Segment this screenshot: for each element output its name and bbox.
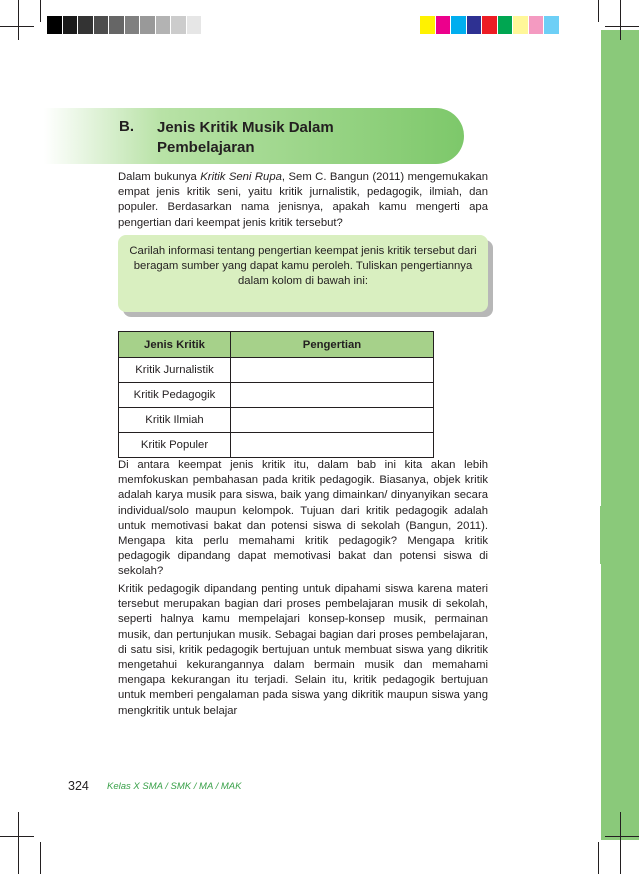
- crop-mark: [18, 0, 19, 40]
- row-definition-cell[interactable]: [231, 433, 434, 458]
- color-swatch: [94, 16, 110, 34]
- intro-text-after: , Sem C. Bangun (2011) mengemukakan empat jenis kritik seni, yaitu kritik jurnalistik, pedagogik, ilmiah, dan populer. Berdasarkan nama jenisnya, apakah kamu mengerti apa pengertian dari keempat jenis kritik tersebut?: [118, 171, 488, 229]
- crop-mark: [620, 812, 621, 874]
- section-title-line-2: Pembelajaran: [157, 139, 255, 156]
- paragraph-pedagogik-importance: Kritik pedagogik dipandang penting untuk dipahami siswa karena materi tersebut merupakan bagian dari proses pembelajaran musik di sekolah, seperti halnya kamu mempelajari konsep-konsep musik, permainan musik, dan pertunjukan musik. Sebagai bagian dari proses pembelajaran, di satu sisi, kritik pedagogik bertujuan untuk membuat siswa yang dikritik mengetahui kekurangannya dalam bermain musik dan memahami mengapa kekurangan itu terjadi. Selain itu, kritik pedagogik bertujuan untuk memberi pengalaman pada siswa yang dikritik maupun siswa yang mengkritik untuk belajar: [118, 583, 488, 717]
- color-swatch: [47, 16, 63, 34]
- table-header-row: [119, 332, 434, 358]
- crop-mark: [0, 26, 34, 27]
- page-edge-green-band: [601, 30, 639, 840]
- crop-mark: [620, 0, 621, 40]
- color-swatch: [544, 16, 560, 34]
- crop-mark: [598, 842, 599, 874]
- color-swatch: [482, 16, 498, 34]
- section-letter: B.: [119, 118, 134, 135]
- crop-mark: [605, 26, 639, 27]
- intro-paragraph: [118, 170, 488, 231]
- section-title-line-1: Jenis Kritik Musik Dalam: [157, 119, 334, 136]
- color-swatch: [78, 16, 94, 34]
- color-swatch: [63, 16, 79, 34]
- table-row: [119, 383, 434, 408]
- section-title: [157, 118, 417, 158]
- color-swatch: [436, 16, 452, 34]
- crop-mark: [18, 812, 19, 874]
- color-swatch: [187, 16, 203, 34]
- table-row: [119, 433, 434, 458]
- row-definition-cell[interactable]: [231, 408, 434, 433]
- page-number: 324: [68, 779, 89, 793]
- row-definition-cell[interactable]: [231, 358, 434, 383]
- book-title-italic: Kritik Seni Rupa: [200, 171, 282, 183]
- intro-text-before: Dalam bukunya: [118, 171, 201, 183]
- color-swatch: [171, 16, 187, 34]
- row-name: Kritik Jurnalistik: [119, 358, 231, 383]
- color-swatch: [420, 16, 436, 34]
- row-definition-cell[interactable]: [231, 383, 434, 408]
- header-jenis-kritik: Jenis Kritik: [119, 332, 231, 358]
- table-row: [119, 358, 434, 383]
- table-row: [119, 408, 434, 433]
- paragraph-pedagogik-focus: Di antara keempat jenis kritik itu, dalam bab ini kita akan lebih memfokuskan pembahasan pada kritik pedagogik. Biasanya, objek kritik adalah karya musik para siswa, baik yang dimainkan/ dinyanyikan secara individual/solo maupun kelompok. Tujuan dari kritik pedagogik adalah untuk memotivasi bakat dan potensi siswa di sekolah (Bangun, 2011). Mengapa kita perlu memahami kritik pedagogik? Mengapa kritik pedagogik dipandang dapat memotivasi bakat dan potensi siswa di sekolah?: [118, 459, 488, 578]
- color-swatch: [513, 16, 529, 34]
- crop-mark: [40, 0, 41, 22]
- color-swatch: [125, 16, 141, 34]
- header-pengertian: Pengertian: [231, 332, 434, 358]
- color-swatch: [156, 16, 172, 34]
- row-name: Kritik Ilmiah: [119, 408, 231, 433]
- book-footer-title: Kelas X SMA / SMK / MA / MAK: [107, 781, 242, 792]
- color-swatch: [140, 16, 156, 34]
- color-swatch: [109, 16, 125, 34]
- grayscale-color-bar: [47, 16, 218, 34]
- color-swatch: [498, 16, 514, 34]
- row-name: Kritik Pedagogik: [119, 383, 231, 408]
- chapter-side-tab: [600, 506, 618, 564]
- crop-mark: [598, 0, 599, 22]
- crop-mark: [40, 842, 41, 874]
- color-swatch: [202, 16, 218, 34]
- color-swatch: [467, 16, 483, 34]
- crop-mark: [0, 836, 34, 837]
- color-swatch: [529, 16, 545, 34]
- process-color-bar: [420, 16, 560, 34]
- task-instructions: Carilah informasi tentang pengertian keempat jenis kritik tersebut dari beragam sumber yang dapat kamu peroleh. Tuliskan pengertiannya dalam kolom di bawah ini:: [129, 245, 477, 288]
- kritik-table: [118, 331, 434, 458]
- row-name: Kritik Populer: [119, 433, 231, 458]
- crop-mark: [605, 836, 639, 837]
- color-swatch: [451, 16, 467, 34]
